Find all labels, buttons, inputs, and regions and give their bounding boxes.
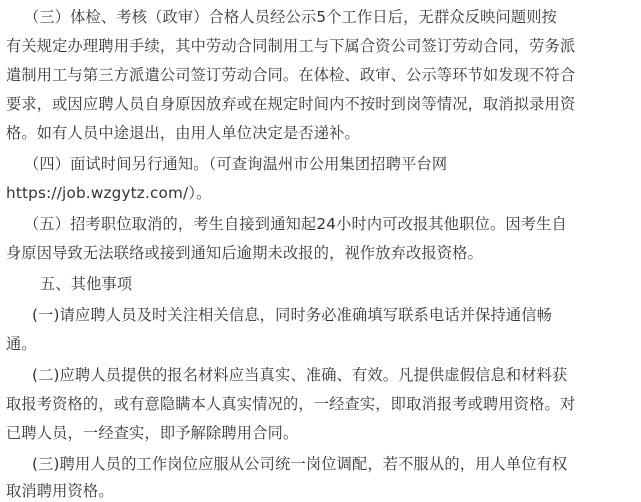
paragraph-3-line-5: 格。如有人员中途退出，由用人单位决定是否递补。 [6, 124, 360, 142]
section-5-heading: 五、其他事项 [40, 275, 133, 293]
item-2-line-1: (二)应聘人员提供的报名材料应当真实、准确、有效。凡提供虚假信息和材料获 [32, 366, 568, 384]
paragraph-5-line-1: （五）招考职位取消的，考生自接到通知起24小时内可改报其他职位。因考生自 [24, 215, 567, 233]
paragraph-3-line-4: 要求，或因应聘人员自身原因放弃或在规定时间内不按时到岗等情况，取消拟录用资 [6, 95, 576, 113]
item-3-line-2: 取消聘用资格。 [6, 482, 114, 500]
paragraph-5-line-2: 身原因导致无法联络或接到通知后逾期未改报的，视作放弃改报资格。 [6, 244, 484, 262]
paragraph-3-line-3: 遣制用工与第三方派遣公司签订劳动合同。在体检、政审、公示等环节如发现不符合 [6, 66, 576, 84]
paragraph-4-link-line: https://job.wzgytz.com/）。 [6, 184, 212, 202]
item-1-line-1: (一)请应聘人员及时关注相关信息，同时务必准确填写联系电话并保持通信畅 [32, 306, 553, 324]
item-2-line-2: 取报考资格的，或有意隐瞒本人真实情况的，一经查实，即取消报考或聘用资格。对 [6, 395, 576, 413]
paragraph-3-line-2: 有关规定办理聘用手续，其中劳动合同制用工与下属合资公司签订劳动合同，劳务派 [6, 37, 576, 55]
item-3-line-1: (三)聘用人员的工作岗位应服从公司统一岗位调配，若不服从的，用人单位有权 [32, 455, 568, 473]
paragraph-4-line-1: （四）面试时间另行通知。（可查询温州市公用集团招聘平台网 [24, 155, 448, 173]
item-1-line-2: 通。 [6, 335, 37, 353]
paragraph-3-line-1: （三）体检、考核（政审）合格人员经公示5个工作日后，无群众反映问题则按 [24, 8, 558, 26]
item-2-line-3: 已聘人员，一经查实，即予解除聘用合同。 [6, 424, 299, 442]
